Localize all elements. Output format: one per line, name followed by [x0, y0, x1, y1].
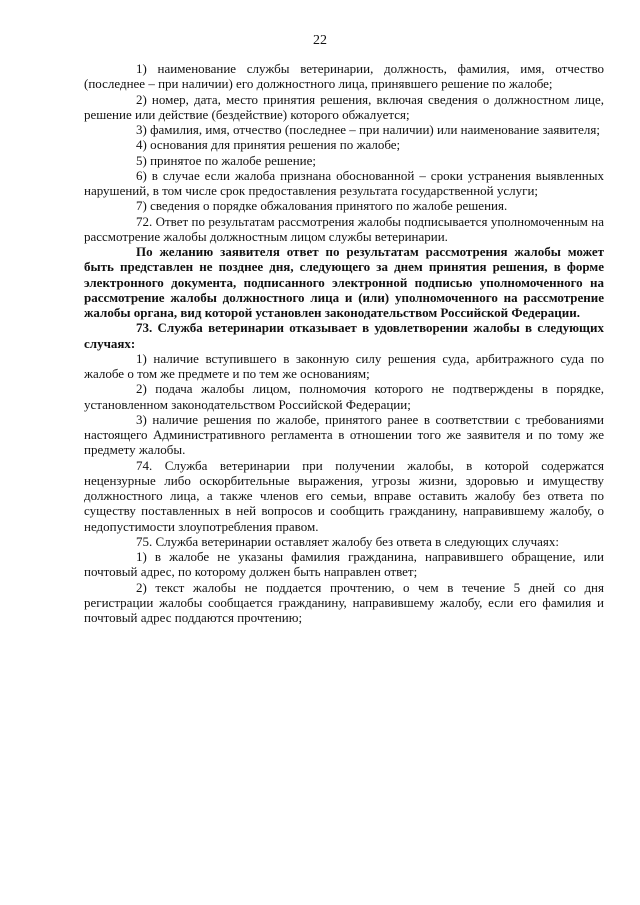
paragraph-item-1: 1) наименование службы ветеринарии, должность, фамилия, имя, отчество (последнее – при наличии) его должностного лица, принявшего решение по жалобе;	[84, 61, 604, 92]
paragraph-item-5: 5) принятое по жалобе решение;	[136, 152, 316, 168]
page-number: 22	[313, 33, 327, 48]
paragraph-73-item-3: 3) наличие решения по жалобе, принятого ранее в соответствии с требованиями настоящего Административного регламента в отношении того же заявителя и по тому же предмету жалобы.	[84, 411, 604, 458]
paragraph-electronic-answer: По желанию заявителя ответ по результатам рассмотрения жалобы может быть представлен не позднее дня, следующего за днем принятия решения, в форме электронного документа, подписанного электронной подписью уполномоченного на рассмотрение жалобы должностного лица и (или) уполномоченного на рассмотрение жалобы органа, вид которой установлен законодательством Российской Федерации.	[84, 244, 604, 320]
paragraph-item-6: 6) в случае если жалоба признана обоснованной – сроки устранения выявленных нарушений, в том числе срок предоставления результата государственной услуги;	[84, 167, 604, 198]
paragraph-item-3: 3) фамилия, имя, отчество (последнее – при наличии) или наименование заявителя;	[136, 122, 600, 137]
paragraph-73-item-2: 2) подача жалобы лицом, полномочия которого не подтверждены в порядке, установленном законодательством Российской Федерации;	[84, 381, 604, 412]
paragraph-73: 73. Служба ветеринарии отказывает в удовлетворении жалобы в следующих случаях:	[84, 320, 604, 351]
document-body	[84, 61, 604, 625]
paragraph-item-7: 7) сведения о порядке обжалования принятого по жалобе решения.	[136, 198, 508, 214]
paragraph-72: 72. Ответ по результатам рассмотрения жалобы подписывается уполномоченным на рассмотрение жалобы должностным лицом службы ветеринарии.	[84, 213, 604, 244]
paragraph-74: 74. Служба ветеринарии при получении жалобы, в которой содержатся нецензурные либо оскорбительные выражения, угрозы жизни, здоровью и имуществу должностного лица, а также членов его семьи, вправе оставить жалобу без ответа по существу поставленных в ней вопросов и сообщить гражданину, направившему жалобу, о недопустимости злоупотребления правом.	[84, 457, 604, 534]
paragraph-75-item-1: 1) в жалобе не указаны фамилия гражданина, направившего обращение, или почтовый адрес, по которому должен быть направлен ответ;	[84, 549, 604, 580]
paragraph-item-2: 2) номер, дата, место принятия решения, включая сведения о должностном лице, решение или действие (бездействие) которого обжалуется;	[84, 91, 604, 122]
paragraph-75-item-2: 2) текст жалобы не поддается прочтению, о чем в течение 5 дней со дня регистрации жалобы сообщается гражданину, направившему жалобу, если его фамилия и почтовый адрес поддаются прочтению;	[84, 579, 604, 625]
paragraph-75: 75. Служба ветеринарии оставляет жалобу без ответа в следующих случаях:	[136, 533, 560, 549]
paragraph-73-item-1: 1) наличие вступившего в законную силу решения суда, арбитражного суда по жалобе о том же предмете и по тем же основаниям;	[84, 350, 604, 381]
paragraph-item-4: 4) основания для принятия решения по жалобе;	[136, 137, 401, 153]
